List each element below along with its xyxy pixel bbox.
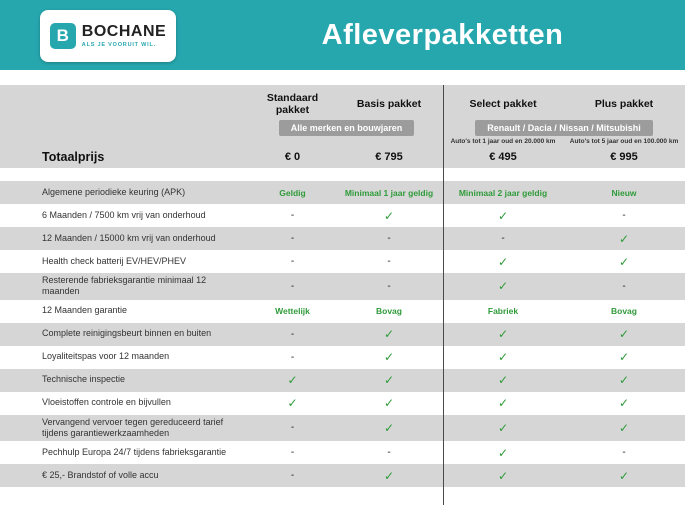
feature-cell-plus: - bbox=[622, 210, 626, 221]
feature-cell-select: ✓ bbox=[497, 350, 509, 364]
row-label: Health check batterij EV/HEV/PHEV bbox=[42, 255, 187, 266]
table-row bbox=[0, 464, 685, 487]
table-row bbox=[0, 204, 685, 227]
row-label: 6 Maanden / 7500 km vrij van onderhoud bbox=[42, 209, 206, 220]
feature-cell-basis: ✓ bbox=[383, 420, 395, 435]
bochane-logo-text bbox=[82, 24, 166, 49]
feature-cell-basis: ✓ bbox=[383, 396, 395, 410]
feature-cell-plus: - bbox=[622, 280, 626, 292]
table-row bbox=[0, 273, 685, 300]
package-names-row bbox=[0, 89, 685, 118]
row-label: Complete reinigingsbeurt binnen en buiten bbox=[42, 328, 212, 339]
bochane-logo bbox=[40, 10, 176, 62]
feature-cell-basis: - bbox=[387, 233, 391, 244]
feature-cell-standaard: - bbox=[290, 256, 295, 267]
price-select: € 495 bbox=[489, 151, 517, 163]
bochane-logo-icon: B bbox=[50, 23, 76, 49]
feature-cell-standaard: - bbox=[290, 280, 295, 292]
package-name-select: Select pakket bbox=[469, 98, 537, 110]
total-price-label: Totaalprijs bbox=[42, 150, 105, 164]
price-plus: € 995 bbox=[610, 151, 638, 163]
feature-cell-standaard: ✓ bbox=[287, 373, 298, 387]
feature-cell-standaard: Geldig bbox=[279, 187, 306, 198]
feature-cell-standaard: - bbox=[290, 328, 295, 340]
feature-cell-select: ✓ bbox=[497, 208, 509, 223]
feature-cell-basis: Bovag bbox=[376, 306, 402, 316]
table-row bbox=[0, 250, 685, 273]
package-subs-row bbox=[0, 138, 685, 145]
feature-cell-select: - bbox=[501, 233, 505, 244]
page-header bbox=[0, 0, 685, 70]
row-label: 12 Maanden garantie bbox=[42, 305, 128, 316]
feature-cell-basis: ✓ bbox=[383, 468, 395, 483]
feature-cell-standaard: Wettelijk bbox=[275, 306, 310, 316]
price-basis: € 795 bbox=[375, 151, 403, 163]
package-name-plus: Plus pakket bbox=[594, 98, 654, 110]
table-row bbox=[0, 392, 685, 415]
page-title: Afleverpakketten bbox=[321, 18, 564, 51]
table-row bbox=[0, 346, 685, 369]
package-name-standaard: Standaard pakket bbox=[266, 92, 319, 116]
badge-alle-merken: Alle merken en bouwjaren bbox=[279, 120, 415, 136]
feature-cell-select: ✓ bbox=[497, 327, 509, 341]
feature-cell-plus: ✓ bbox=[618, 350, 630, 364]
badge-merken-renault-groep: Renault / Dacia / Nissan / Mitsubishi bbox=[475, 120, 653, 136]
feature-cell-standaard: - bbox=[290, 470, 295, 481]
feature-rows bbox=[0, 181, 685, 487]
feature-cell-plus: ✓ bbox=[618, 327, 630, 341]
feature-cell-select: ✓ bbox=[497, 445, 509, 460]
table-row bbox=[0, 415, 685, 442]
total-price-row bbox=[0, 150, 685, 164]
row-label: 12 Maanden / 15000 km vrij van onderhoud bbox=[42, 232, 216, 243]
feature-cell-plus: ✓ bbox=[618, 396, 630, 410]
feature-cell-standaard: - bbox=[290, 233, 295, 244]
feature-cell-plus: Bovag bbox=[611, 306, 637, 316]
feature-cell-basis: Minimaal 1 jaar geldig bbox=[344, 187, 434, 198]
row-label: Pechhulp Europa 24/7 tijdens fabrieksgarantie bbox=[42, 446, 227, 457]
row-label: Vervangend vervoer tegen gereduceerd tarief tijdens garantiewerkzaamheden bbox=[42, 416, 224, 438]
feature-cell-standaard: ✓ bbox=[287, 396, 298, 410]
table-row bbox=[0, 323, 685, 346]
feature-cell-plus: ✓ bbox=[618, 468, 630, 483]
table-row bbox=[0, 369, 685, 392]
feature-cell-plus: Nieuw bbox=[611, 187, 637, 198]
feature-cell-select: ✓ bbox=[497, 373, 509, 387]
row-label: € 25,- Brandstof of volle accu bbox=[42, 469, 159, 480]
feature-cell-standaard: - bbox=[290, 210, 295, 221]
feature-cell-basis: ✓ bbox=[383, 350, 395, 364]
feature-cell-select: ✓ bbox=[497, 420, 509, 435]
bochane-logo-tagline: ALS JE VOORUIT WIL. bbox=[81, 41, 156, 48]
plus-pakket-voorwaarde: Auto's tot 5 jaar oud en 100.000 km bbox=[569, 138, 679, 145]
select-pakket-voorwaarde: Auto's tot 1 jaar oud en 20.000 km bbox=[450, 138, 556, 145]
feature-cell-standaard: - bbox=[290, 447, 295, 458]
package-name-basis: Basis pakket bbox=[356, 98, 422, 110]
feature-cell-standaard: - bbox=[290, 422, 295, 434]
feature-cell-select: ✓ bbox=[497, 468, 509, 483]
table-row bbox=[0, 181, 685, 204]
package-header-block bbox=[0, 85, 685, 168]
price-standaard: € 0 bbox=[284, 151, 301, 163]
package-badges-row bbox=[0, 120, 685, 136]
table-row bbox=[0, 441, 685, 464]
column-divider bbox=[443, 85, 444, 505]
feature-cell-basis: - bbox=[387, 280, 391, 292]
feature-cell-select: Minimaal 2 jaar geldig bbox=[458, 187, 548, 198]
feature-cell-select: ✓ bbox=[497, 396, 509, 410]
feature-cell-plus: ✓ bbox=[618, 254, 630, 269]
feature-cell-basis: ✓ bbox=[383, 327, 395, 341]
feature-cell-standaard: - bbox=[290, 351, 295, 363]
feature-cell-plus: ✓ bbox=[618, 420, 630, 435]
feature-cell-select: ✓ bbox=[497, 279, 509, 294]
bochane-logo-name: BOCHANE bbox=[81, 22, 167, 40]
row-label: Resterende fabrieksgarantie minimaal 12 maanden bbox=[42, 275, 207, 297]
row-label: Technische inspectie bbox=[42, 374, 126, 385]
feature-cell-plus: ✓ bbox=[618, 231, 630, 246]
feature-cell-plus: - bbox=[622, 447, 626, 458]
feature-cell-basis: - bbox=[387, 256, 391, 267]
feature-cell-plus: ✓ bbox=[618, 373, 630, 387]
table-row bbox=[0, 300, 685, 323]
feature-cell-basis: ✓ bbox=[383, 373, 395, 387]
row-label: Vloeistoffen controle en bijvullen bbox=[42, 397, 171, 408]
row-label: Algemene periodieke keuring (APK) bbox=[42, 186, 186, 197]
feature-cell-select: Fabriek bbox=[487, 306, 519, 316]
row-label: Loyaliteitspas voor 12 maanden bbox=[42, 351, 170, 362]
feature-cell-basis: - bbox=[387, 447, 391, 458]
table-row bbox=[0, 227, 685, 250]
feature-cell-select: ✓ bbox=[497, 254, 509, 269]
feature-cell-basis: ✓ bbox=[383, 208, 395, 223]
